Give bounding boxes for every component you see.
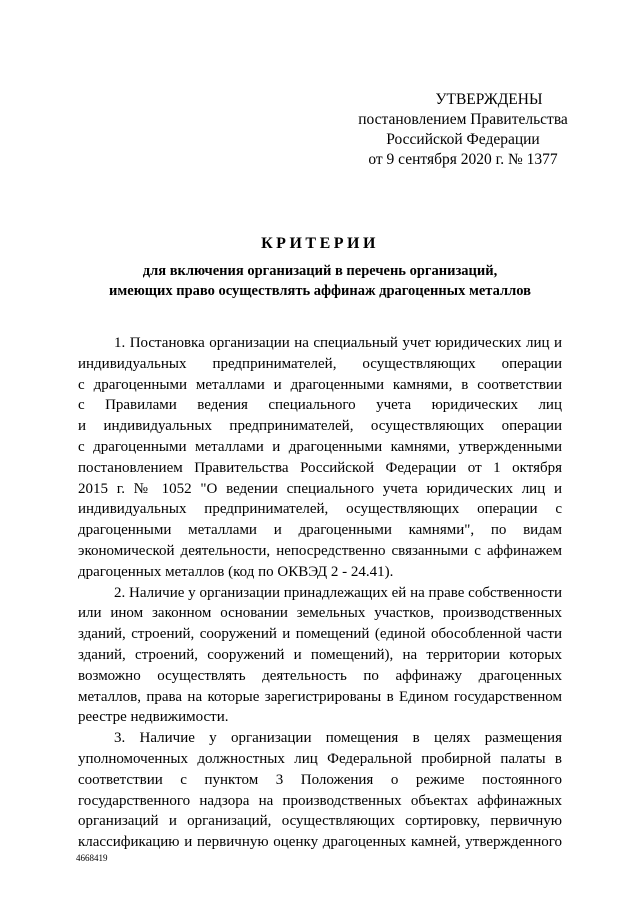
- document-code: 4668419: [76, 853, 108, 863]
- paragraph-1-line: индивидуальных предпринимателей, осуществляющих операции с: [78, 501, 562, 518]
- paragraph-2-line: зданий, строений, сооружений и помещений (единой обособленной части: [78, 626, 562, 643]
- approval-line-decree: постановлением Правительства: [358, 111, 568, 128]
- paragraph-3-line: организаций и организаций, осуществляющих сортировку, первичную: [78, 813, 562, 830]
- paragraph-2-line: или ином законном основании земельных участков, производственных: [78, 605, 562, 622]
- paragraph-3-line: соответствии с пунктом 3 Положения о режиме постоянного: [78, 771, 562, 788]
- paragraph-1-line: 1. Постановка организации на специальный учет юридических лиц и: [114, 335, 562, 351]
- paragraph-1-line: и индивидуальных предпринимателей, осуществляющих операции: [78, 418, 562, 435]
- paragraph-3-line: государственного надзора на производственных объектах аффинажных: [78, 792, 562, 809]
- paragraph-2-line: возможно осуществлять деятельность по аффинажу драгоценных: [78, 667, 562, 684]
- paragraph-1-line: с драгоценными металлами и драгоценными камнями, утвержденными: [78, 438, 562, 455]
- document-body: [78, 333, 562, 853]
- subtitle-line: для включения организаций в перечень организаций,: [142, 263, 498, 279]
- approval-block: [348, 90, 578, 170]
- paragraph-2-line: реестре недвижимости.: [78, 709, 229, 726]
- paragraph-3-line: 3. Наличие у организации помещения в целях размещения: [114, 730, 562, 747]
- paragraph-1-line: драгоценных металлов (код по ОКВЭД 2 - 24.41).: [78, 563, 394, 580]
- paragraph-1-line: 2015 г. № 1052 "О ведении специального учета юридических лиц и: [78, 480, 562, 497]
- subtitle-line: имеющих право осуществлять аффинаж драгоценных металлов: [109, 283, 531, 299]
- approval-line-date-number: от 9 сентября 2020 г. № 1377: [368, 151, 558, 168]
- paragraph-1-line: экономической деятельности, непосредственно связанными с аффинажем: [78, 542, 562, 559]
- document-title: КРИТЕРИИ: [261, 235, 379, 252]
- paragraph-2-line: зданий, строений, сооружений и помещений), на территории которых: [78, 646, 562, 663]
- paragraph-1-line: с драгоценными металлами и драгоценными камнями, в соответствии: [78, 376, 562, 393]
- paragraph-3-line: уполномоченных должностных лиц Федеральной пробирной палаты в: [78, 750, 562, 767]
- paragraph-1-line: драгоценными металлами и драгоценными камнями", по видам: [78, 522, 562, 539]
- approval-heading: УТВЕРЖДЕНЫ: [435, 91, 543, 108]
- document-subtitle: [0, 261, 640, 301]
- paragraph-1-line: индивидуальных предпринимателей, осуществляющих операции: [78, 355, 562, 372]
- paragraph-2-line: 2. Наличие у организации принадлежащих ей на праве собственности: [114, 584, 562, 601]
- approval-line-federation: Российской Федерации: [386, 131, 540, 148]
- paragraph-1-line: постановлением Правительства Российской Федерации от 1 октября: [78, 459, 562, 476]
- paragraph-1-line: с Правилами ведения специального учета юридических лиц: [78, 397, 562, 414]
- paragraph-2-line: металлов, права на которые зарегистрированы в Едином государственном: [78, 688, 562, 705]
- paragraph-3-line: классификацию и первичную оценку драгоценных камней, утвержденного: [78, 834, 562, 851]
